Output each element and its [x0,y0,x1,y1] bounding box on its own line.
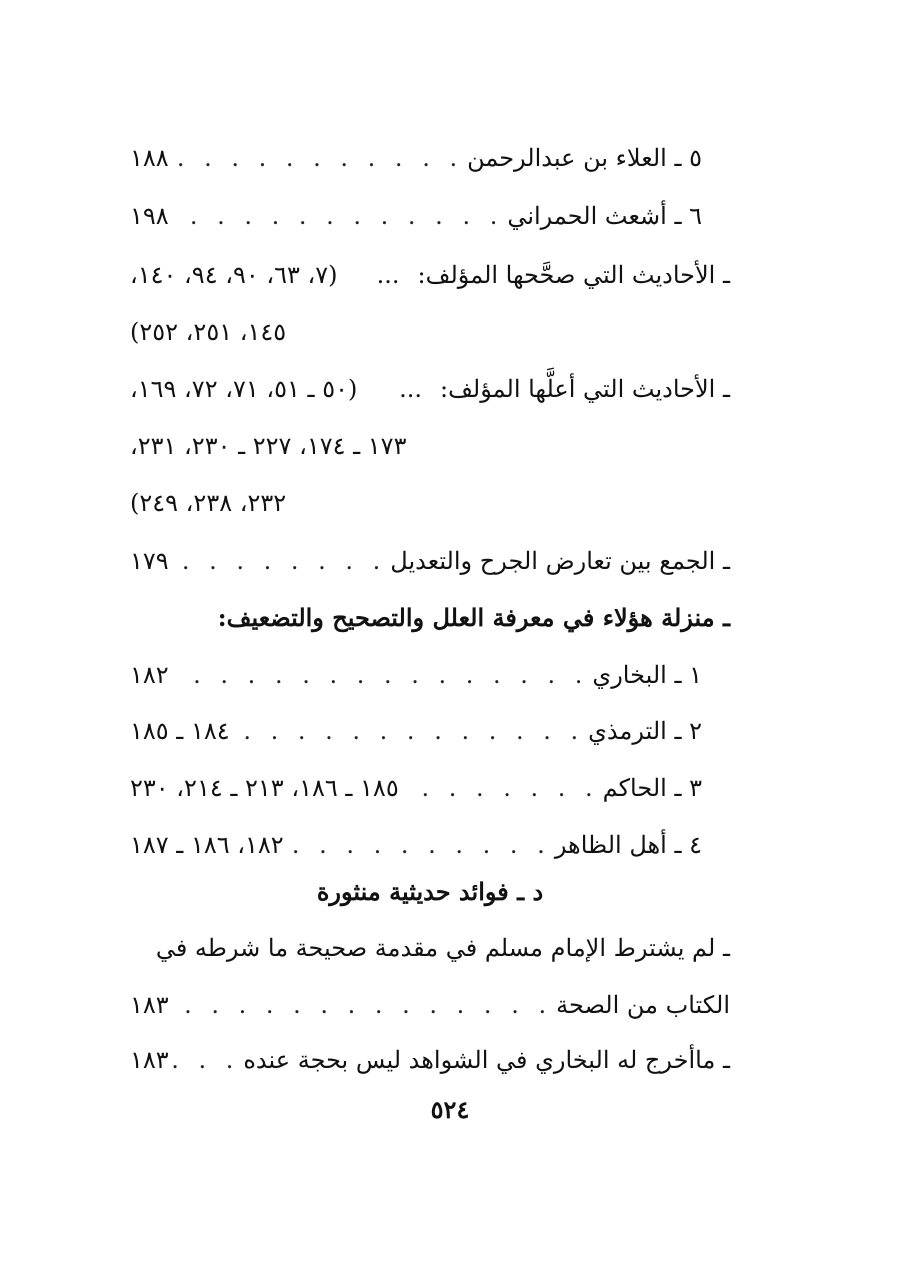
leader-dots [173,547,387,575]
entry-pages: ١٨٨ [130,144,169,172]
index-entry-allaha [130,366,730,412]
leader-dots: ... [376,261,400,289]
entry-pages: ١٧٩ [130,547,169,575]
entry-text: ٦ ـ أشعث الحمراني [507,202,702,230]
leader-dots [173,144,463,172]
leader-dots [173,1046,240,1074]
entry-text: ـ الأحاديث التي صحَّحها المؤلف: [417,261,730,289]
index-entry-bukhari [130,652,702,698]
leader-dots [173,202,504,230]
index-entry-allaha-cont-2 [130,480,730,526]
entry-pages: ٢٣٢، ٢٣٨، ٢٤٩) [130,489,287,517]
entry-pages: ١٨٣ [130,1046,169,1074]
entry-pages: ١٨٣ [130,991,169,1019]
leader-dots [288,831,551,859]
page-number: ٥٢٤ [430,1095,470,1124]
index-entry-jam [130,538,730,584]
leader-dots [173,661,589,689]
entry-text: ١ ـ البخاري [592,661,702,689]
entry-text: ٥ ـ العلاء بن عبدالرحمن [467,144,702,172]
index-entry-allaha-cont-1 [130,423,730,469]
index-entry-alaa [130,135,702,181]
entry-pages: ١٨٥ ـ ١٨٦، ٢١٣ ـ ٢١٤، ٢٣٠ [130,774,399,802]
entry-pages: ١٨٢ [130,661,169,689]
index-entry-muslim [130,925,730,971]
entry-pages: ١٤٥، ٢٥١، ٢٥٢) [130,318,287,346]
entry-pages: (٧، ٦٣، ٩٠، ٩٤، ١٤٠، [130,261,338,289]
leader-dots: ... [399,375,422,403]
index-entry-ashath [130,193,702,239]
entry-pages: ١٨٤ ـ ١٨٥ [130,717,230,745]
entry-text: الكتاب من الصحة [556,991,730,1019]
index-entry-sahhaha-cont [130,309,730,355]
index-entry-muslim-cont [130,982,730,1028]
entry-text: ـ ماأخرج له البخاري في الشواهد ليس بحجة عنده [243,1046,730,1074]
entry-pages: ١٧٣ ـ ١٧٤، ٢٢٧ ـ ٢٣٠، ٢٣١، [130,432,407,460]
entry-text: ٣ ـ الحاكم [602,774,702,802]
section-heading-fawaid: د ـ فوائد حديثية منثورة [316,876,544,906]
entry-text: ٤ ـ أهل الظاهر [554,831,702,859]
heading-text: ـ منزلة هؤلاء في معرفة العلل والتصحيح والتضعيف: [217,602,730,632]
entry-text: ـ الأحاديث التي أعلَّها المؤلف: [439,375,730,403]
entry-pages: ١٨٢، ١٨٦ ـ ١٨٧ [130,831,284,859]
entry-pages: ١٩٨ [130,202,169,230]
leader-dots [234,717,584,745]
leader-dots [403,774,599,802]
entry-text: ـ لم يشترط الإمام مسلم في مقدمة صحيحة ما شرطه في [155,934,730,962]
index-entry-zahir [130,822,702,868]
leader-dots [173,991,552,1019]
index-entry-shawahid [130,1037,730,1083]
entry-pages: (٥٠ ـ ٥١، ٧١، ٧٢، ١٦٩، [130,375,358,403]
entry-text: ـ الجمع بين تعارض الجرح والتعديل [390,547,730,575]
entry-text: ٢ ـ الترمذي [588,717,702,745]
index-entry-tirmidhi [130,708,702,754]
index-entry-hakim [130,765,702,811]
index-entry-sahhaha [130,252,730,298]
section-heading-manzila [130,594,730,640]
